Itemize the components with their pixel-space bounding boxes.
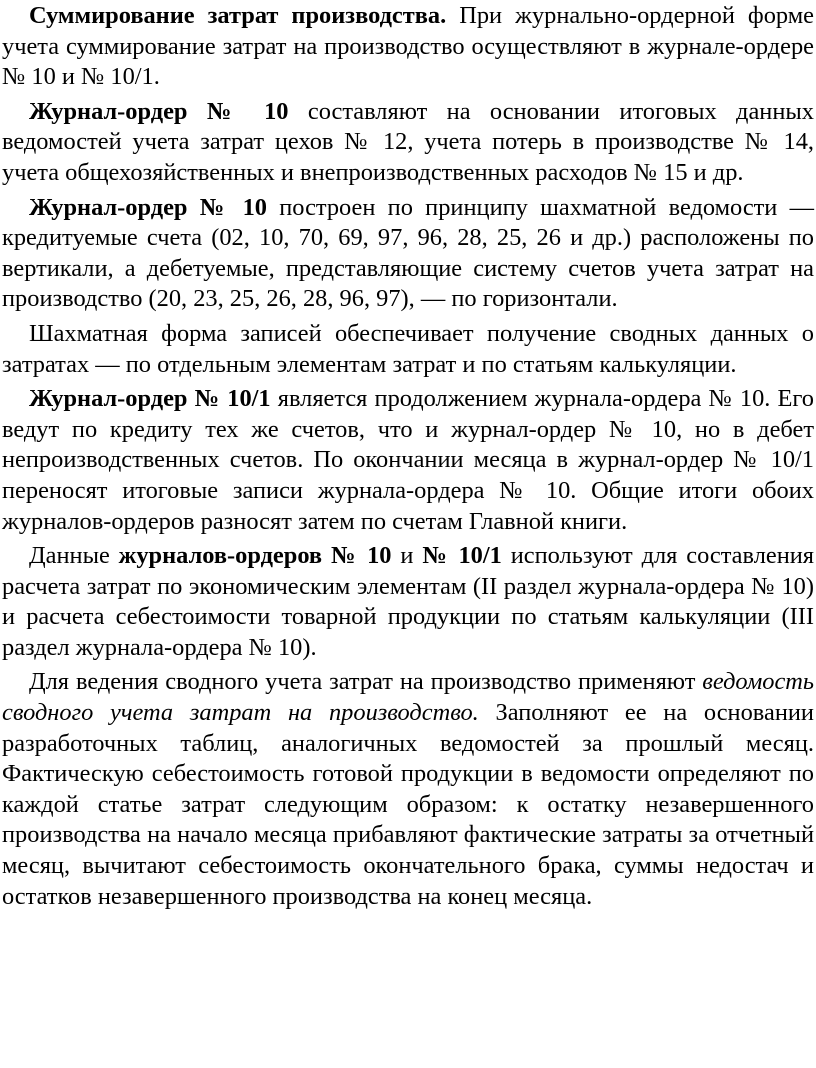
paragraph-lead-bold: Журнал-ордер № 10/1 xyxy=(29,385,271,413)
paragraph-bold-number: № 10/1 xyxy=(422,542,502,570)
paragraph-pre-text: Для ведения сводного учета затрат на производство применяют xyxy=(29,668,703,696)
paragraph-text: используют для составления расчета затрат по экономическим элементам (II раздел журнала-ордера № 10) и расчета себестоимости товарной продукции по статьям калькуляции (III раздел журнала-ордера № 10). xyxy=(2,542,815,661)
paragraph-text: составляют на основании итоговых данных ведомостей учета затрат цехов № 12, учета потерь в производстве № 14, учета общехозяйственных и внепроизводственных расходов № 15 и др. xyxy=(2,97,814,186)
paragraph-chess-form xyxy=(2,319,814,380)
paragraph-lead-bold: Журнал-ордер № 10 xyxy=(29,97,289,125)
paragraph-pre-text: Данные xyxy=(29,542,119,570)
paragraph-text: построен по принципу шахматной ведомости — кредитуемые счета (02, 10, 70, 69, 97, 96, 28, 25, 26 и др.) расположены по вертикали, а дебетуемые, представляющие систему счетов учета затрат на производство (20, 23, 25, 26, 28, 96, 97), — по горизонтали. xyxy=(2,193,814,313)
paragraph-text: является продолжением журнала-ордера № 10. Его ведут по кредиту тех же счетов, что и журнал-ордер № 10, но в дебет непроизводственных счетов. По окончании месяца в журнал-ордер № 10/1 переносят итоговые записи журнала-ордера № 10. Общие итоги обоих журналов-ордеров разносят затем по счетам Главной книги. xyxy=(2,385,814,535)
paragraph-lead-bold: Суммирование затрат производства. xyxy=(29,2,447,29)
paragraph-mid-text: и xyxy=(391,542,423,570)
paragraph-journal-10-basis xyxy=(2,97,814,189)
paragraph-summary-statement xyxy=(2,667,814,912)
paragraph-summation xyxy=(2,1,814,93)
paragraph-text: Шахматная форма записей обеспечивает получение сводных данных о затратах — по отдельным элементам затрат и по статьям калькуляции. xyxy=(2,319,814,378)
paragraph-lead-bold: Журнал-ордер № 10 xyxy=(29,193,267,221)
paragraph-journal-10-1 xyxy=(2,384,814,537)
paragraph-journal-10-structure xyxy=(2,193,814,315)
paragraph-italic-term: ведомость сводного учета затрат на производство. xyxy=(2,668,814,727)
paragraph-text: Заполняют ее на основании разработочных таблиц, аналогичных ведомостей за прошлый месяц. Фактическую себестоимость готовой продукции в ведомости определяют по каждой статье затрат следующим образом: к остатку незавершенного производства на начало месяца прибавляют фактические затраты за отчетный месяц, вычитают себестоимость окончательного брака, суммы недостач и остатков незавершенного производства на конец месяца. xyxy=(2,699,814,910)
paragraph-text: При журнально-ордерной форме учета суммирование затрат на производство осуществляют в журнале-ордере № 10 и № 10/1. xyxy=(2,2,814,91)
document-page xyxy=(0,1,816,1068)
paragraph-journal-data-usage xyxy=(2,541,814,663)
paragraph-bold-journals: журналов-ордеров № 10 xyxy=(118,542,392,570)
